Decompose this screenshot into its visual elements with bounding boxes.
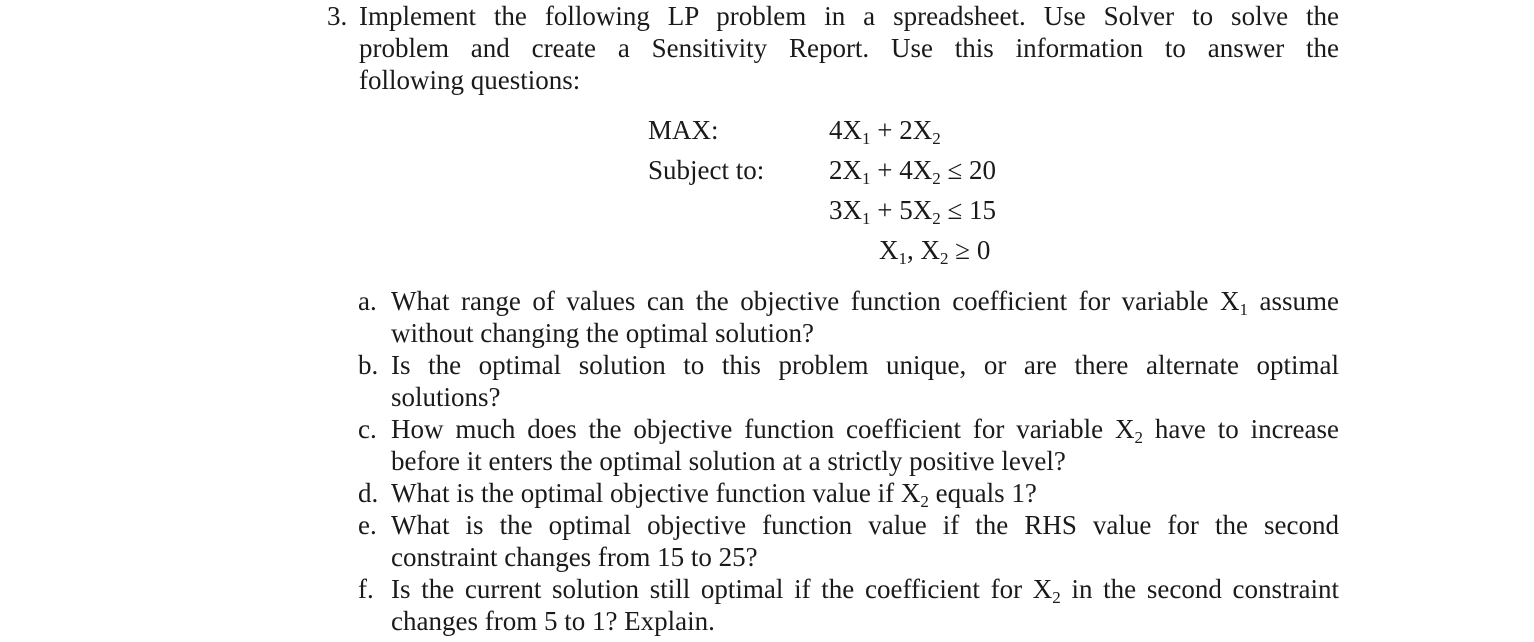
intro-line-2: problem and create a Sensitivity Report. Use this information to answer the (359, 33, 1339, 63)
question-f-line-1: Is the current solution still optimal if the coefficient for $X_2$ in the second constraint (391, 574, 1339, 607)
lp-constraint-2: $3X_1 + 5X_2 \le 15$ (829, 195, 997, 228)
question-a-line-2: without changing the optimal solution? (391, 318, 814, 348)
question-e-letter: e. (358, 510, 377, 540)
lp-max-label: MAX: (648, 115, 719, 145)
question-d-letter: d. (358, 478, 379, 508)
question-f-letter: f. (358, 574, 374, 604)
lp-nonnegativity: $X_1$, $X_2 \ge 0$ (879, 235, 991, 268)
question-e-line-1: What is the optimal objective function value if the RHS value for the second (391, 510, 1339, 540)
question-d-line-1: What is the optimal objective function value if $X_2$ equals 1? (391, 478, 1037, 511)
question-a-line-1: What range of values can the objective function coefficient for variable $X_1$ assume (391, 286, 1340, 319)
question-a-letter: a. (358, 286, 377, 316)
intro-line-3: following questions: (359, 65, 581, 95)
question-e-line-2: constraint changes from 15 to 25? (391, 542, 758, 572)
lp-objective: $4X_1 + 2X_2$ (829, 115, 941, 148)
question-b-line-2: solutions? (391, 382, 501, 412)
lp-subject-label: Subject to: (648, 155, 765, 185)
lp-constraint-1: $2X_1 + 4X_2 \le 20$ (829, 155, 997, 188)
question-b-line-1: Is the optimal solution to this problem unique, or are there alternate optimal (391, 350, 1339, 380)
question-c-line-2: before it enters the optimal solution at a strictly positive level? (391, 446, 1066, 476)
question-b-letter: b. (358, 350, 379, 380)
question-f-line-2: changes from 5 to 1? Explain. (391, 606, 715, 636)
question-c-line-1: How much does the objective function coefficient for variable $X_2$ have to increase (391, 414, 1340, 447)
question-c-letter: c. (358, 414, 377, 444)
intro-line-1: Implement the following LP problem in a spreadsheet. Use Solver to solve the (359, 1, 1339, 31)
problem-number: 3. (327, 1, 348, 31)
